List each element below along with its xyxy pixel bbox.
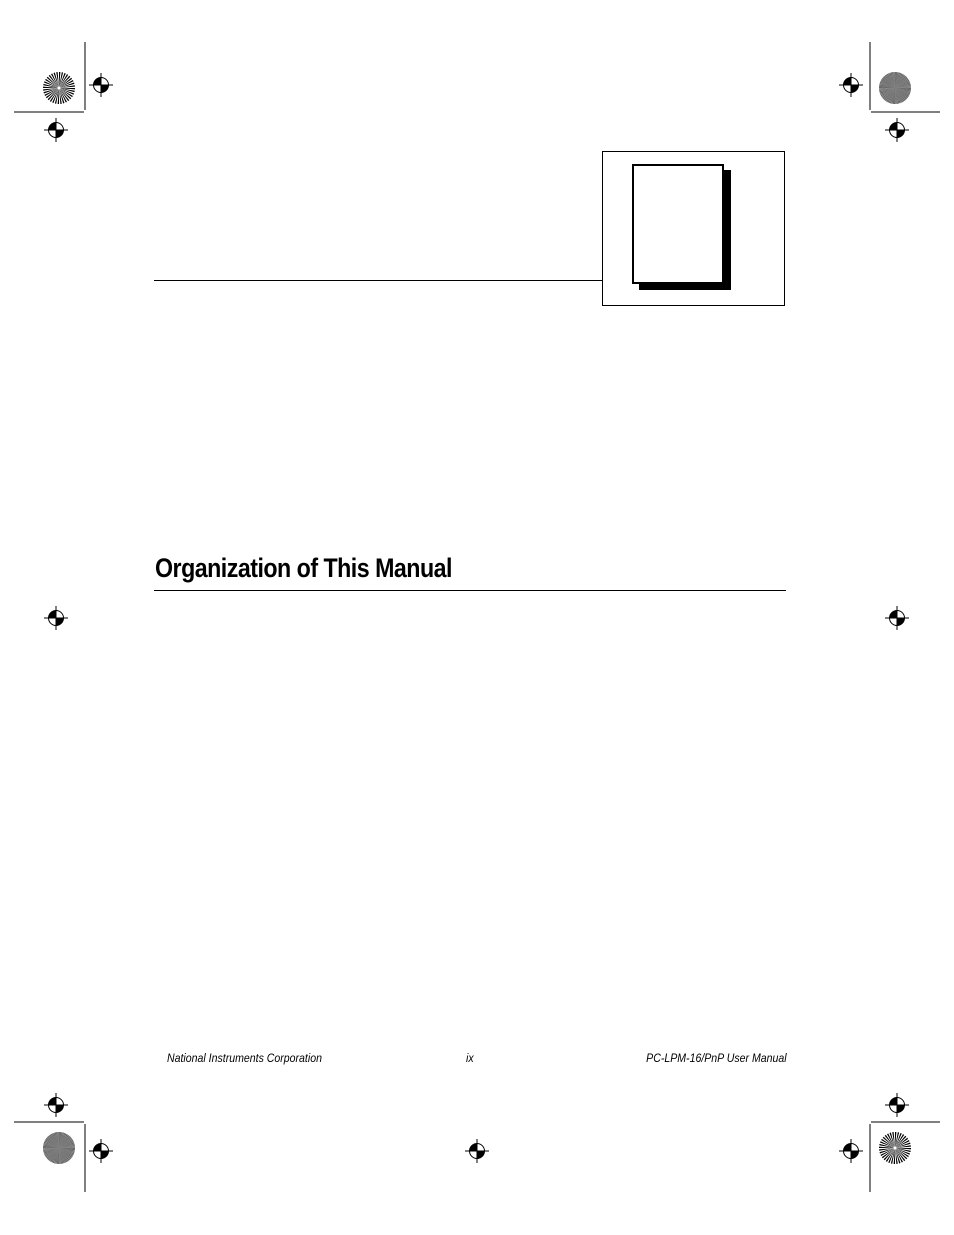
- starburst-target-icon: [879, 72, 911, 104]
- starburst-target-icon: [43, 1132, 75, 1164]
- footer-publisher: National Instruments Corporation: [167, 1051, 322, 1065]
- section-heading: Organization of This Manual: [155, 553, 452, 583]
- footer-page-number: ix: [466, 1051, 474, 1065]
- heading-rule: [154, 590, 786, 591]
- starburst-target-icon: [879, 1132, 911, 1164]
- footer-manual-title: PC-LPM-16/PnP User Manual: [646, 1051, 787, 1065]
- chapter-rule: [154, 280, 602, 281]
- chapter-icon-box: [602, 151, 785, 306]
- page-icon: [632, 164, 724, 284]
- starburst-target-icon: [43, 72, 75, 104]
